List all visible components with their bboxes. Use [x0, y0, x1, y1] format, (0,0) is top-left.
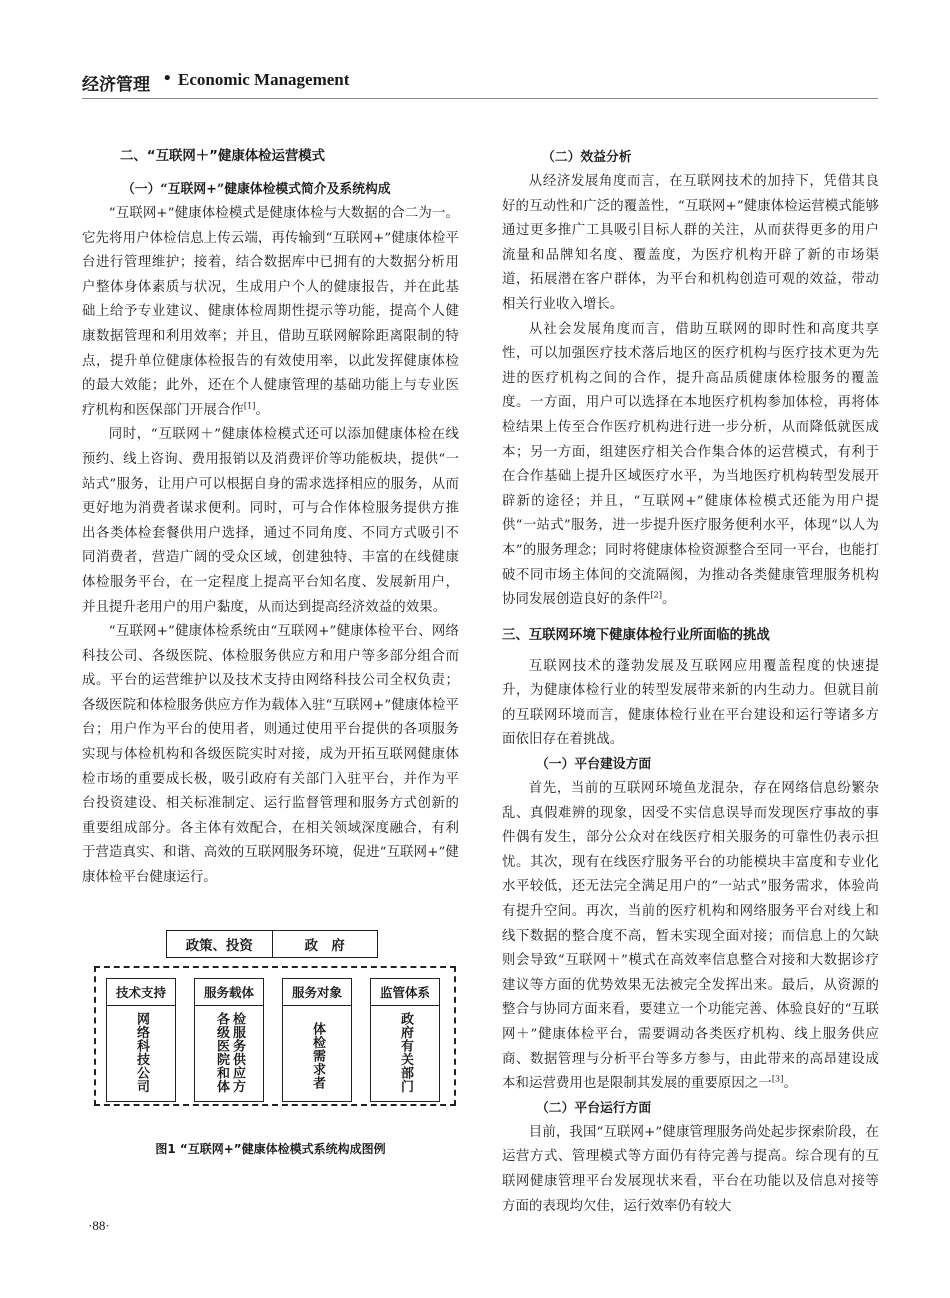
service-carrier-head: 服务载体: [195, 979, 263, 1006]
service-carrier-body-2: 各级医院和体: [214, 1012, 229, 1093]
subsection-1-title: （一）“互联网+”健康体检模式简介及系统构成: [122, 182, 391, 197]
section-2-title: 二、“互联网＋”健康体检运营模式: [120, 149, 326, 164]
service-object-box: [282, 978, 352, 1102]
header-separator: •: [162, 68, 173, 89]
journal-title-cn: 经济管理: [82, 75, 150, 95]
citation-3[interactable]: [3]: [771, 1074, 784, 1084]
running-header: [82, 64, 878, 99]
paragraph-1: “互联网+”健康体检模式是健康体检与大数据的合二为一。它先将用户体检信息上传云端，再传输到“互联网+”健康体检平台进行管理维护；接着，结合数据库中已拥有的大数据分析用户整体身体素质与状况，生成用户个人的健康报告，并在此基础上给予专业建议、健康体检周期性提示等功能，提高个人健康数据管理和利用效率；并且，借助互联网解除距离限制的特点，提升单位健康体检报告的有效使用率，以此发挥健康体检的最大效能；此外，还在个人健康管理的基础功能上与专业医疗机构和医保部门开展合作[1]。: [82, 206, 459, 418]
paragraph-5: 从社会发展角度而言，借助互联网的即时性和高度共享性，可以加强医疗技术落后地区的医疗机构与医疗技术更为先进的医疗机构之间的合作，提升高品质健康体检服务的覆盖度。一方面，用户可以选择在本地医疗机构参加体检，再将体检结果上传至合作医疗机构进行进一步分析，从而降低就医成本；另一方面，组建医疗相关合作集合体的运营模式，有利于在合作基础上提升区域医疗水平，为当地医疗机构转型发展开辟新的途径；并且，“互联网+”健康体检模式还能为用户提供“一站式”服务，进一步提升医疗服务便利水平，体现“以人为本”的服务理念；同时将健康体检资源整合至同一平台，也能打破不同市场主体间的交流隔阂，为推动各类健康管理服务机构协同发展创造良好的条件[2]。: [502, 321, 879, 608]
section-3-title: 三、互联网环境下健康体检行业所面临的挑战: [502, 627, 770, 643]
government-label: 政 府: [272, 931, 378, 957]
citation-1[interactable]: [1]: [243, 401, 256, 411]
service-object-body: 体检需求者: [310, 1022, 325, 1090]
tech-support-head: 技术支持: [107, 979, 175, 1006]
paragraph-6: 互联网技术的蓬勃发展及互联网应用覆盖程度的快速提升，为健康体检行业的转型发展带来新的内生动力。但就目前的互联网环境而言，健康体检行业在平台建设和运行等诸多方面依旧存在着挑战。: [502, 658, 879, 748]
subsection-3-title: （一）平台建设方面: [536, 757, 652, 773]
paragraph-4: 从经济发展角度而言，在互联网技术的加持下，凭借其良好的互动性和广泛的覆盖性，“互联网+”健康体检运营模式能够通过更多推广工具吸引目标人群的关注，从而获得更多的用户流量和品牌知名度、覆盖度，为医疗机构开辟了新的市场渠道，拓展潜在客户群体，为平台和机构创造可观的效益，带动相关行业收入增长。: [502, 174, 879, 312]
paragraph-3: “互联网+”健康体检系统由“互联网+”健康体检平台、网络科技公司、各级医院、体检服务供应方和用户等多部分组合而成。平台的运营维护以及技术支持由网络科技公司全权负责；各级医院和体检服务供应方作为载体入驻“互联网+”健康体检平台；用户作为平台的使用者，则通过使用平台提供的各项服务实现与体检机构和各级医院实时对接，成为开拓互联网健康体检市场的重要成长极，吸引政府有关部门入驻平台，并作为平台投资建设、相关标准制定、运行监督管理和服务方式创新的重要组成部分。各主体有效配合，在相关领域深度融合，有利于营造真实、和谐、高效的互联网服务环境，促进“互联网+”健康体检平台健康运行。: [82, 624, 459, 886]
figure-1: [86, 930, 456, 1126]
paragraph-8: 目前，我国“互联网+”健康管理服务尚处起步探索阶段，在运营方式、管理模式等方面仍有待完善与提高。综合现有的互联网健康管理平台发展现状来看，平台在功能以及信息对接等方面的表现均欠佳，运行效率仍有较大: [502, 1124, 879, 1214]
policy-government-box: [166, 930, 378, 958]
paragraph-7: 首先，当前的互联网环境鱼龙混杂，存在网络信息纷繁杂乱、真假难辨的现象，因受不实信息误导而发现医疗事故的事件偶有发生，部分公众对在线医疗相关服务的可靠性仍表示担忧。其次，现有在线医疗服务平台的功能模块丰富度和专业化水平较低，还无法完全满足用户的“一站式”服务需求，体验尚有提升空间。再次，当前的医疗机构和网络服务平台对线上和线下数据的整合度不高，暂未实现全面对接；而信息上的欠缺则会导致“互联网＋”模式在高效率信息整合对接和大数据诊疗建议等方面的优势效果无法被完全发挥出来。最后，从资源的整合与协同方面来看，要建立一个功能完善、体验良好的“互联网＋”健康体检平台，需要调动各类医疗机构、线上服务供应商、数据管理与分析平台等多方参与，由此带来的高昂建设成本和运营费用也是限制其发展的重要原因之一[3]。: [502, 781, 879, 1092]
journal-title-en: Economic Management: [178, 70, 350, 89]
supervision-box: [370, 978, 440, 1102]
service-object-head: 服务对象: [283, 979, 351, 1006]
supervision-head: 监管体系: [371, 979, 439, 1006]
policy-investment-label: 政策、投资: [185, 938, 253, 954]
right-column: [502, 146, 879, 1219]
page-number: ·88·: [88, 1218, 110, 1233]
system-components: [100, 978, 450, 1102]
paragraph-2: 同时，“互联网＋”健康体检模式还可以添加健康体检在线预约、线上咨询、费用报销以及消费评价等功能板块，提供“一站式”服务，让用户可以根据自身的需求选择相应的服务，从而更好地为消费者谋求便利。同时，可与合作体检服务提供方推出各类体检套餐供用户选择，通过不同角度、不同方式吸引不同消费者，营造广阔的受众区域，创建独特、丰富的在线健康体检服务平台，在一定程度上提高平台知名度、发展新用户，并且提升老用户的用户黏度，从而达到提高经济效益的效果。: [82, 427, 459, 615]
tech-support-body: 网络科技公司: [134, 1012, 149, 1093]
figure-1-caption: 图1 “互联网+”健康体检模式系统构成图例: [155, 1142, 386, 1156]
tech-support-box: [106, 978, 176, 1102]
service-carrier-box: [194, 978, 264, 1102]
supervision-body: 政府有关部门: [398, 1012, 413, 1093]
citation-2[interactable]: [2]: [650, 590, 663, 600]
subsection-4-title: （二）平台运行方面: [536, 1100, 652, 1116]
left-column: [82, 140, 459, 891]
service-carrier-body-1: 检服务供应方: [230, 1012, 245, 1093]
subsection-2-title: （二）效益分析: [542, 150, 632, 165]
